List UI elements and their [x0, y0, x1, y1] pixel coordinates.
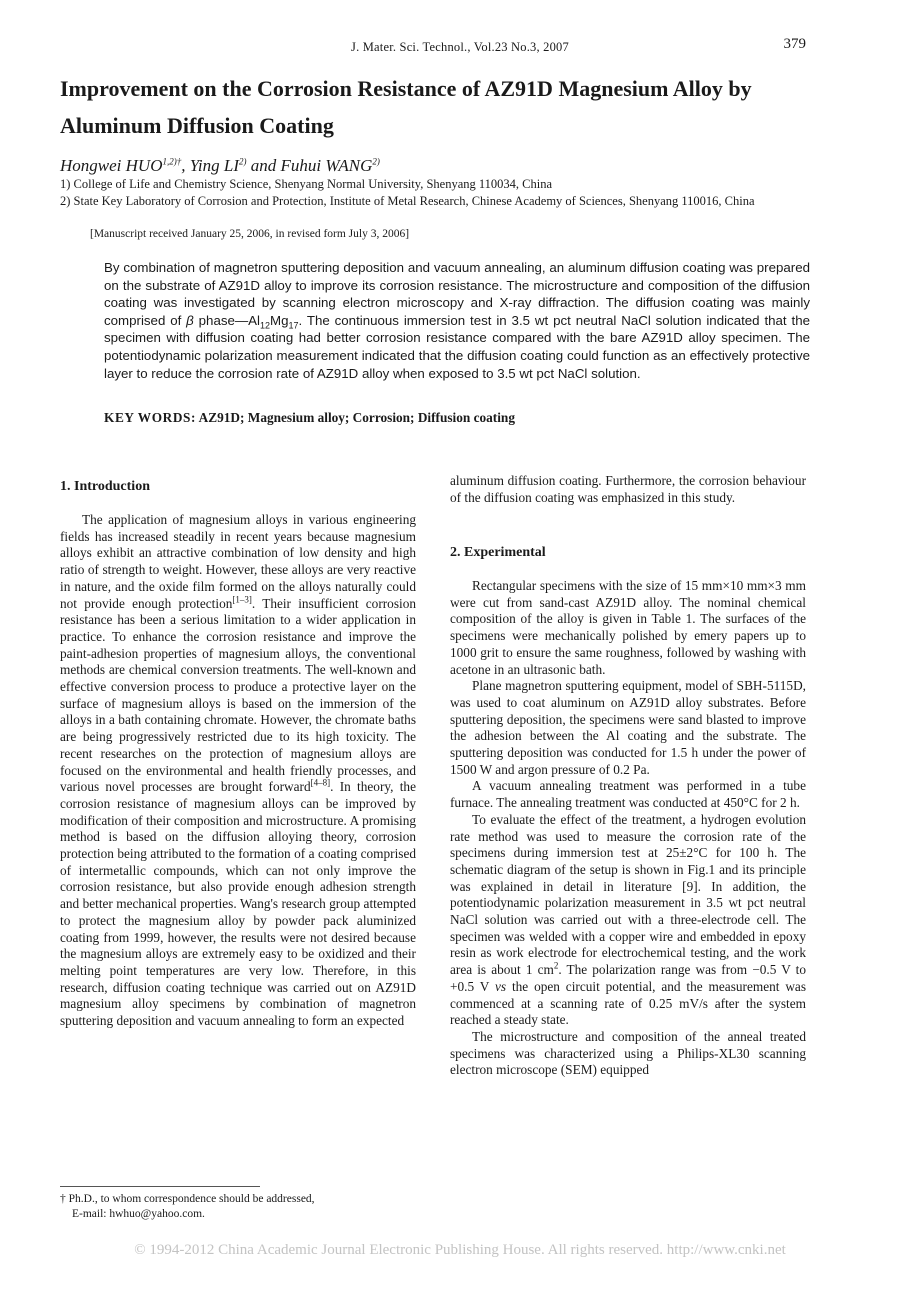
author-separator: ,: [181, 156, 190, 175]
introduction-continued: [450, 473, 806, 506]
copyright-watermark: © 1994-2012 China Academic Journal Electronic Publishing House. All rights reserved. http://www.cnki.net: [134, 1242, 786, 1258]
paragraph: Rectangular specimens with the size of 15 mm×10 mm×3 mm were cut from sand-cast AZ91D alloy. The nominal chemical composition of the alloy is given in Table 1. The surfaces of the specimens were mechanically polished by emery papers up to 1000 grit to ensure the same roughness, followed by washing with acetone in an ultrasonic bath.: [450, 578, 806, 677]
abstract-text: Mg: [270, 312, 289, 328]
abstract-symbol: β: [186, 312, 194, 328]
keywords: [104, 410, 515, 426]
paragraph: A vacuum annealing treatment was performed in a tube furnace. The annealing treatment was conducted at 450°C for 2 h.: [450, 778, 806, 811]
author-affil-mark: 2): [239, 156, 247, 167]
author-name: Fuhui WANG: [280, 156, 373, 175]
manuscript-received: [Manuscript received January 25, 2006, in revised form July 3, 2006]: [90, 228, 410, 240]
page-number: 379: [783, 36, 806, 52]
author-name: Hongwei HUO: [60, 156, 163, 175]
footnote-line: † Ph.D., to whom correspondence should be addressed,: [60, 1193, 315, 1205]
introduction-body: [60, 512, 416, 1030]
author-name: Ying LI: [189, 156, 240, 175]
paragraph: The microstructure and composition of the anneal treated specimens was characterized using a Philips-XL30 scanning electron microscope (SEM) equipped: [450, 1028, 806, 1078]
abstract-text: phase—Al: [193, 312, 261, 328]
paragraph-text: . In theory, the corrosion resistance of magnesium alloys can be improved by modification of their composition and microstructure. A promising method is based on the diffusion alloying theory, corrosion protection being attributed to the formation of a coating comprised of intermetallic compounds, which can not only improve the corrosion resistance, but also provide enough adhesion strength and better mechanical properties. Wang's research group attempted to protect the magnesium alloy by powder pack aluminized coating from 1999, however, the results were not desired because the magnesium alloys are extremely easy to be oxidized and their melting point temperatures are very low. Therefore, in this research, diffusion coating technique was carried out on AZ91D magnesium alloy specimens by combination of magnetron sputtering deposition and vacuum annealing to form an expected: [60, 779, 416, 1029]
paragraph: Plane magnetron sputtering equipment, model of SBH-5115D, was used to coat aluminum on AZ91D alloy substrates. Before sputtering deposition, the specimens were sand blasted to improve the adhesion between the Al coating and the substrate. The sputtering deposition was conducted for 1.5 h under the power of 1500 W and argon pressure of 0.2 Pa.: [450, 678, 806, 777]
running-head: J. Mater. Sci. Technol., Vol.23 No.3, 2007: [351, 40, 569, 54]
citation: [4–8]: [310, 777, 331, 788]
keywords-label: KEY WORDS:: [104, 410, 197, 425]
paragraph-text: The application of magnesium alloys in various engineering fields has increased steadily in recent years because magnesium alloys exhibit an attractive combination of low density and high ratio of strength to weight. However, these alloys are very reactive in nature, and the oxide film formed on the alloys naturally could not provide enough protection: [60, 512, 416, 611]
keywords-text: AZ91D; Magnesium alloy; Corrosion; Diffusion coating: [196, 410, 515, 425]
paper-title: Improvement on the Corrosion Resistance of AZ91D Magnesium Alloy by Aluminum Diffusion Coating: [60, 76, 752, 138]
abstract-text: . The continuous immersion test in 3.5 wt pct neutral NaCl solution indicated that the specimen with diffusion coating had better corrosion resistance compared with the bare AZ91D alloy specimen. The potentiodynamic polarization measurement indicated that the diffusion coating could function as an effectively protective layer to reduce the corrosion rate of AZ91D alloy when exposed to 3.5 wt pct NaCl solution.: [104, 312, 810, 381]
experimental-body: [450, 578, 806, 1079]
paragraph-text: To evaluate the effect of the treatment, a hydrogen evolution rate method was used to measure the corrosion rate of the specimens during immersion test at 25±2°C for 100 h. The schematic diagram of the setup is shown in Fig.1 and its principle was explained in detail in literature [9]. In addition, the potentiodynamic polarization measurement in 3.5 wt pct neutral NaCl solution was carried out with a three-electrode cell. The specimen was welded with a copper wire and embedded in epoxy resin as work electrode for electrochemical testing, and the work area is about 1 cm: [450, 811, 806, 978]
author-affil-mark: 2): [372, 156, 380, 167]
paragraph: [60, 512, 416, 1030]
author-separator: and: [246, 156, 281, 175]
section-heading-introduction: 1. Introduction: [60, 479, 150, 494]
paragraph-text: the open circuit potential, and the measurement was commenced at a scanning rate of 0.25 mV/s after the system reached a steady state.: [450, 978, 806, 1028]
affiliation: 1) College of Life and Chemistry Science, Shenyang Normal University, Shenyang 110034, China: [60, 177, 553, 191]
footnote: [60, 1192, 315, 1222]
paragraph: aluminum diffusion coating. Furthermore, the corrosion behaviour of the diffusion coating was emphasized in this study.: [450, 473, 806, 505]
author-affil-mark: 1,2)†: [162, 156, 182, 167]
abstract-text: By combination of magnetron sputtering deposition and vacuum annealing, an aluminum diffusion coating was prepared on the substrate of AZ91D alloy to improve its corrosion resistance. The microstructure and composition of the diffusion coating was investigated by scanning electron microscopy and X-ray diffraction. The diffusion coating was mainly comprised of: [104, 260, 810, 328]
italic-text: vs: [495, 978, 507, 994]
paragraph-text: . The polarization range was from −0.5 V to +0.5 V: [450, 962, 806, 994]
abstract-subscript: 12: [260, 320, 271, 331]
affiliation: 2) State Key Laboratory of Corrosion and Protection, Institute of Metal Research, Chinese Academy of Sciences, Shenyang 110016, China: [60, 194, 755, 208]
paragraph: [450, 812, 806, 1029]
citation: [1–3]: [232, 594, 252, 605]
abstract: [104, 259, 810, 382]
paragraph-text: . Their insufficient corrosion resistance has been a serious limitation to a wider application in practice. To enhance the corrosion resistance and improve the paint-adhesion properties of magnesium alloys, the conventional methods are chemical conversion treatments. The well-known and effective conversion process to produce a protective layer on the surface of magnesium alloys is based on the immersion of the alloys in a bath containing chromate. However, the chromate baths are being progressively restricted due to its high toxicity. The recent researches on the protection of magnesium alloys are focused on the environmental and health friendly processes, and various novel processes are brought forward: [60, 595, 416, 795]
superscript: 2: [553, 960, 559, 971]
abstract-subscript: 17: [288, 320, 299, 331]
section-heading-experimental: 2. Experimental: [450, 545, 546, 560]
author-list: [60, 156, 380, 176]
footnote-rule: [60, 1186, 260, 1187]
footnote-line: E-mail: hwhuo@yahoo.com.: [72, 1208, 205, 1220]
